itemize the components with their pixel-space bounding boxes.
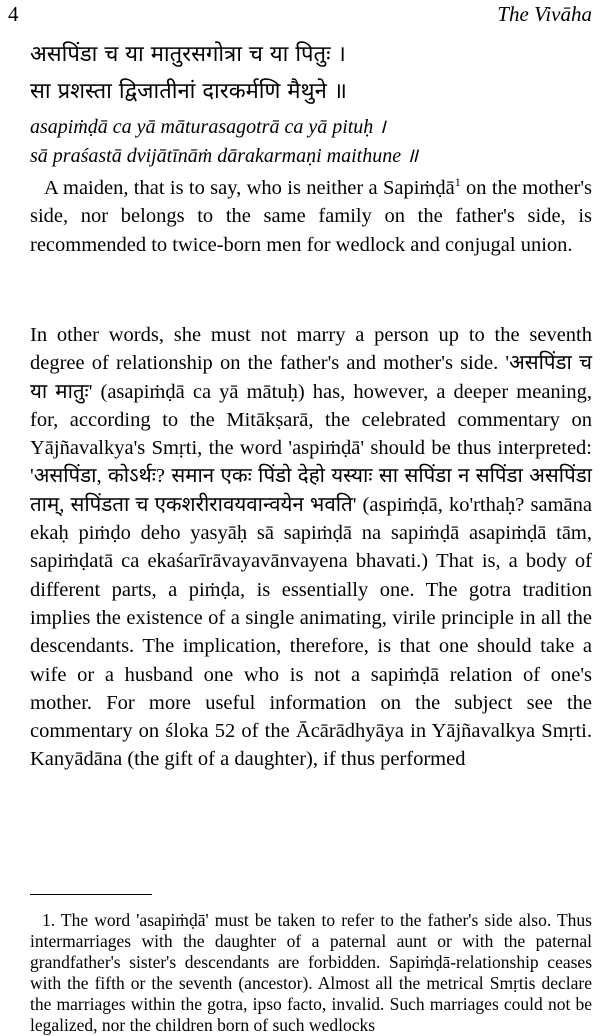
footnote: 1. The word 'asapiṁḍā' must be taken to refer to the father's side also. Thus intermarriages with the daughter of a paternal aunt or with the paternal grandfather's sister's descendants are forbidden. Sapiṁḍā-relationship ceases with the fifth or the seventh (ancestor). Almost all the metrical Smṛtis declare the marriages within the gotra, ipso facto, invalid. Such marriages could not be legalized, nor the children born of such wedlocks [30,910,592,1035]
paragraph-1 [30,174,592,259]
verse-devanagari-line-2: सा प्रशस्ता द्विजातीनां दारकर्मणि मैथुने ॥ [30,79,347,104]
running-title: The Vivāha [497,2,592,26]
footnote-divider [30,894,152,895]
page-header [8,2,592,30]
verse-transliteration-line-2: sā praśastā dvijātīnāṁ dārakarmaṇi maithune ॥ [30,145,419,167]
verse-transliteration-line-1: asapiṁḍā ca yā māturasagotrā ca yā pituḥ । [30,116,386,138]
footnote-marker: 1 [454,175,461,190]
paragraph-1-text: A maiden, that is to say, who is neither a Sapiṁḍā [44,177,455,199]
paragraph-1-text-cont: on the mother's side, nor belongs to the same family on the father's side, is recommended to twice-born men for wedlock and conjugal union. [30,177,592,256]
paragraph-2: In other words, she must not marry a person up to the seventh degree of relationship on the father's and mother's side. 'असपिंडा च या मातुः' (asapiṁḍā ca yā mātuḥ) has, however, a deeper meaning, for, according to the Mitākṣarā, the celebrated commentary on Yājñavalkya's Smṛti, the word 'aspiṁḍā' should be thus interpreted: 'असपिंडा, कोऽर्थः? समान एकः पिंडो देहो यस्याः सा सपिंडा न सपिंडा असपिंडा ताम्, सपिंडता च एकशरीरावयवान्वयेन भवति' (aspiṁḍā, ko'rthaḥ? samāna ekaḥ piṁḍo deho yasyāḥ sā sapiṁḍā na sapiṁḍā asapiṁḍā tām, sapiṁḍatā ca ekaśarīrāvayavānvayena bhavati.) That is, a body of different parts, a piṁḍa, is essentially one. The gotra tradition implies the existence of a single animating, virile principle in all the descendants. The implication, therefore, is that one should take a wife or a husband one who is not a sapiṁḍā relation of one's mother. For more useful information on the subject see the commentary on śloka 52 of the Ācārādhyāya in Yājñavalkya Smṛti. Kanyādāna (the gift of a daughter), if thus performed [30,324,592,771]
page-number: 4 [8,2,19,26]
verse-devanagari-line-1: असपिंडा च या मातुरसगोत्रा च या पितुः । [30,42,346,67]
